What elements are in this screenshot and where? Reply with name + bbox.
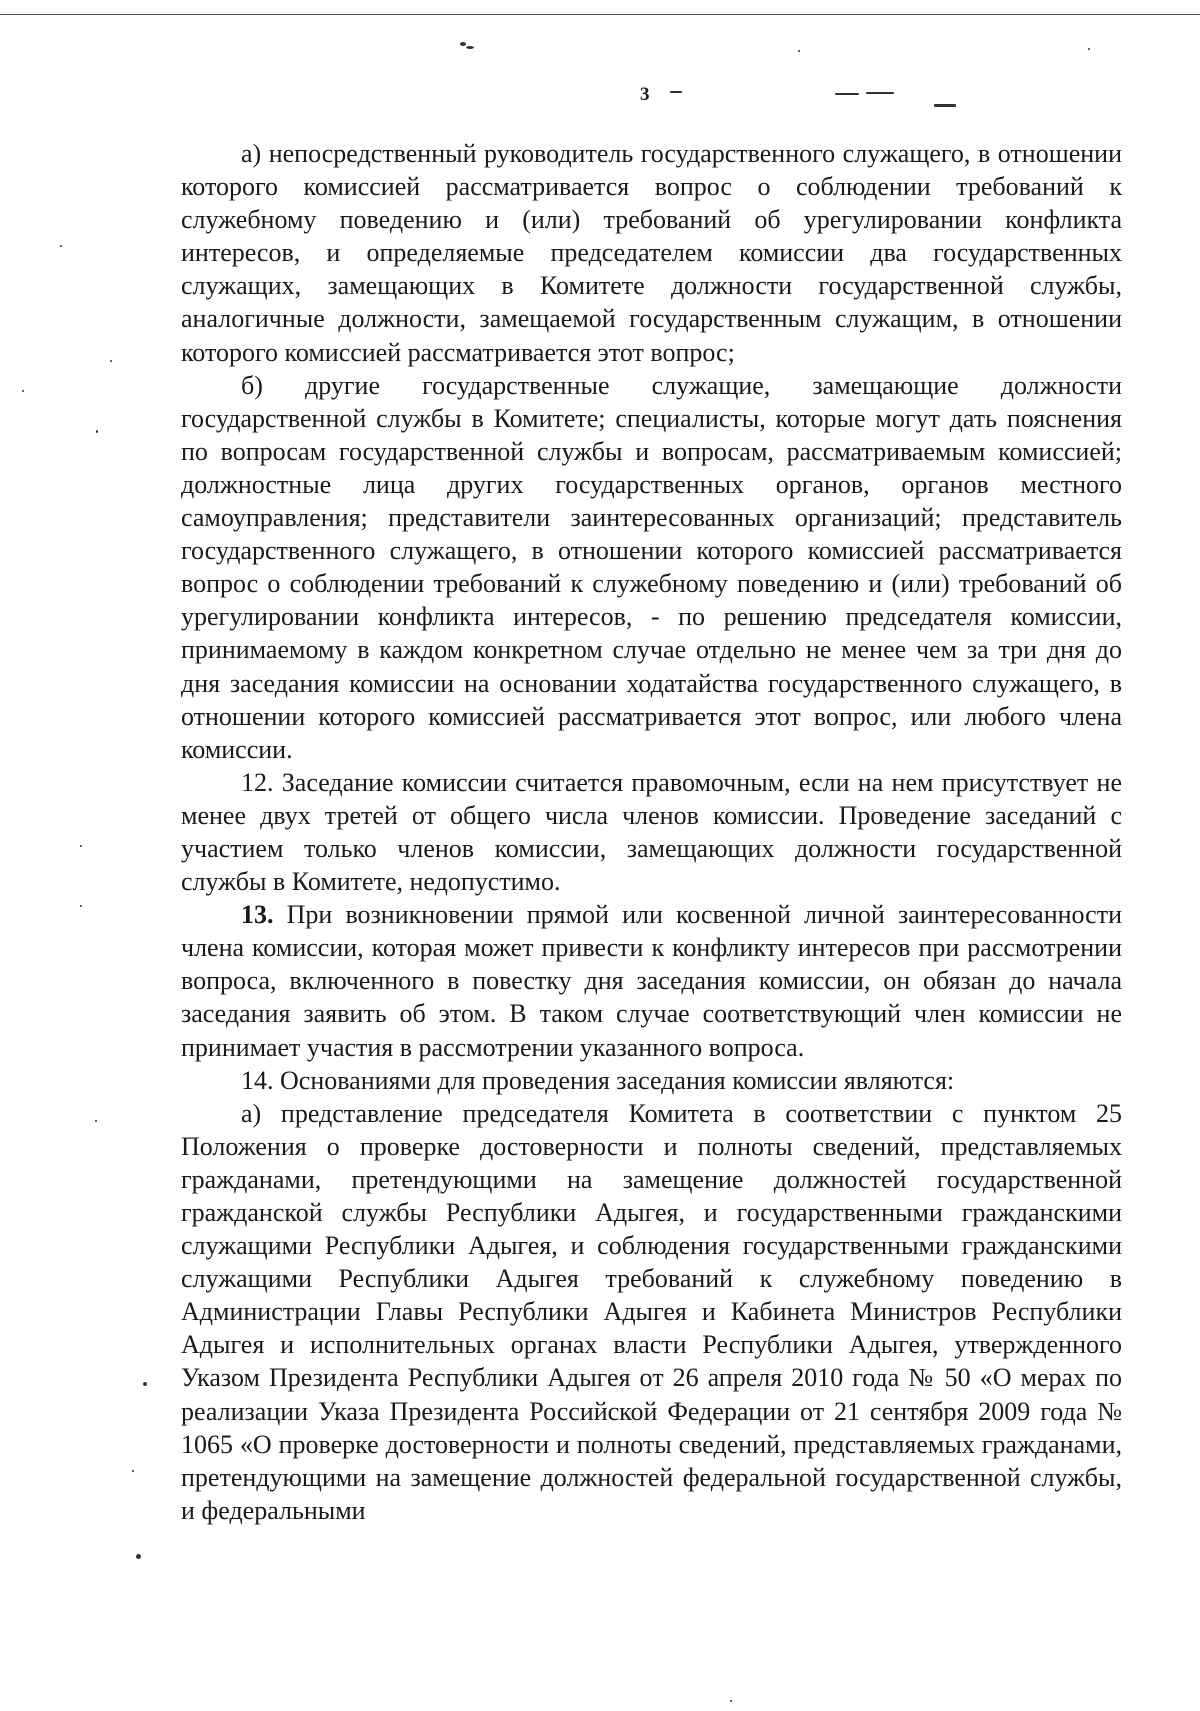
paragraph-11b: б) другие государственные служащие, замещающие должности государственной службы в Комитете; специалисты, которые могут дать пояснения по вопросам государственной службы и вопросам, рассматриваемым комиссией; должностные лица других государственных органов, органов местного самоуправления; представители заинтересованных организаций; представитель государственного служащего, в отношении которого комиссией рассматривается вопрос о соблюдении требований к служебному поведению и (или) требований об урегулировании конфликта интересов, - по решению председателя комиссии, принимаемому в каждом конкретном случае отдельно не менее чем за три дня до дня заседания комиссии на основании ходатайства государственного служащего, в отношении которого комиссией рассматривается этот вопрос, или любого члена комиссии. (181, 370, 1122, 764)
scan-speck (934, 104, 956, 107)
scan-speck (466, 46, 474, 49)
scan-speck (110, 360, 112, 362)
scan-speck (22, 390, 24, 392)
scan-speck (798, 50, 800, 52)
paragraph-12: 12. Заседание комиссии считается правомочным, если на нем присутствует не менее двух третей от общего числа членов комиссии. Проведение заседаний с участием только членов комиссии, замещающих должности государственной службы в Комитете, недопустимо. (181, 767, 1122, 897)
paragraph-13-number: 13. (241, 900, 274, 930)
scan-speck (95, 1120, 97, 1122)
scan-speck (143, 1382, 147, 1386)
scan-speck (80, 845, 82, 847)
scan-speck (136, 1554, 141, 1559)
scan-speck (1088, 48, 1090, 50)
document-body (181, 137, 1122, 1527)
scan-speck (835, 93, 859, 95)
scan-speck (670, 91, 682, 93)
scan-speck (132, 1470, 134, 1472)
scan-speck (866, 92, 894, 94)
paragraph-13-text: При возникновении прямой или косвенной личной заинтересованности члена комиссии, которая может привести к конфликту интересов при рассмотрении вопроса, включенного в повестку дня заседания комиссии, он обязан до начала заседания заявить об этом. В таком случае соответствующий член комиссии не принимает участия в рассмотрении указанного вопроса. (181, 900, 1122, 1062)
scan-speck (730, 1700, 732, 1702)
paragraph-11a: а) непосредственный руководитель государственного служащего, в отношении которого комиссией рассматривается вопрос о соблюдении требований к служебному поведению и (или) требований об урегулировании конфликта интересов, и определяемые председателем комиссии два государственных служащих, замещающих в Комитете должности государственной службы, аналогичные должности, замещаемой государственным служащим, в отношении которого комиссией рассматривается этот вопрос; (181, 139, 1122, 367)
paragraph-14: 14. Основаниями для проведения заседания комиссии являются: (241, 1065, 955, 1095)
page-number: 3 (640, 84, 650, 105)
scan-speck (60, 245, 62, 247)
scan-speck (96, 430, 98, 433)
paragraph-13 (181, 898, 1122, 1063)
scan-speck (80, 905, 82, 907)
paragraph-14a: а) представление председателя Комитета в соответствии с пунктом 25 Положения о проверке достоверности и полноты сведений, представляемых гражданами, претендующими на замещение должностей государственной гражданской службы Республики Адыгея, и государственными гражданскими служащими Республики Адыгея, и соблюдения государственными гражданскими служащими Республики Адыгея требований к служебному поведению в Администрации Главы Республики Адыгея и Кабинета Министров Республики Адыгея и исполнительных органах власти Республики Адыгея, утвержденного Указом Президента Республики Адыгея от 26 апреля 2010 года № 50 «О мерах по реализации Указа Президента Российской Федерации от 21 сентября 2009 года № 1065 «О проверке достоверности и полноты сведений, представляемых гражданами, претендующими на замещение должностей федеральной государственной службы, и федеральными (181, 1098, 1122, 1525)
scan-top-border (0, 14, 1200, 15)
scan-speck (460, 42, 466, 46)
